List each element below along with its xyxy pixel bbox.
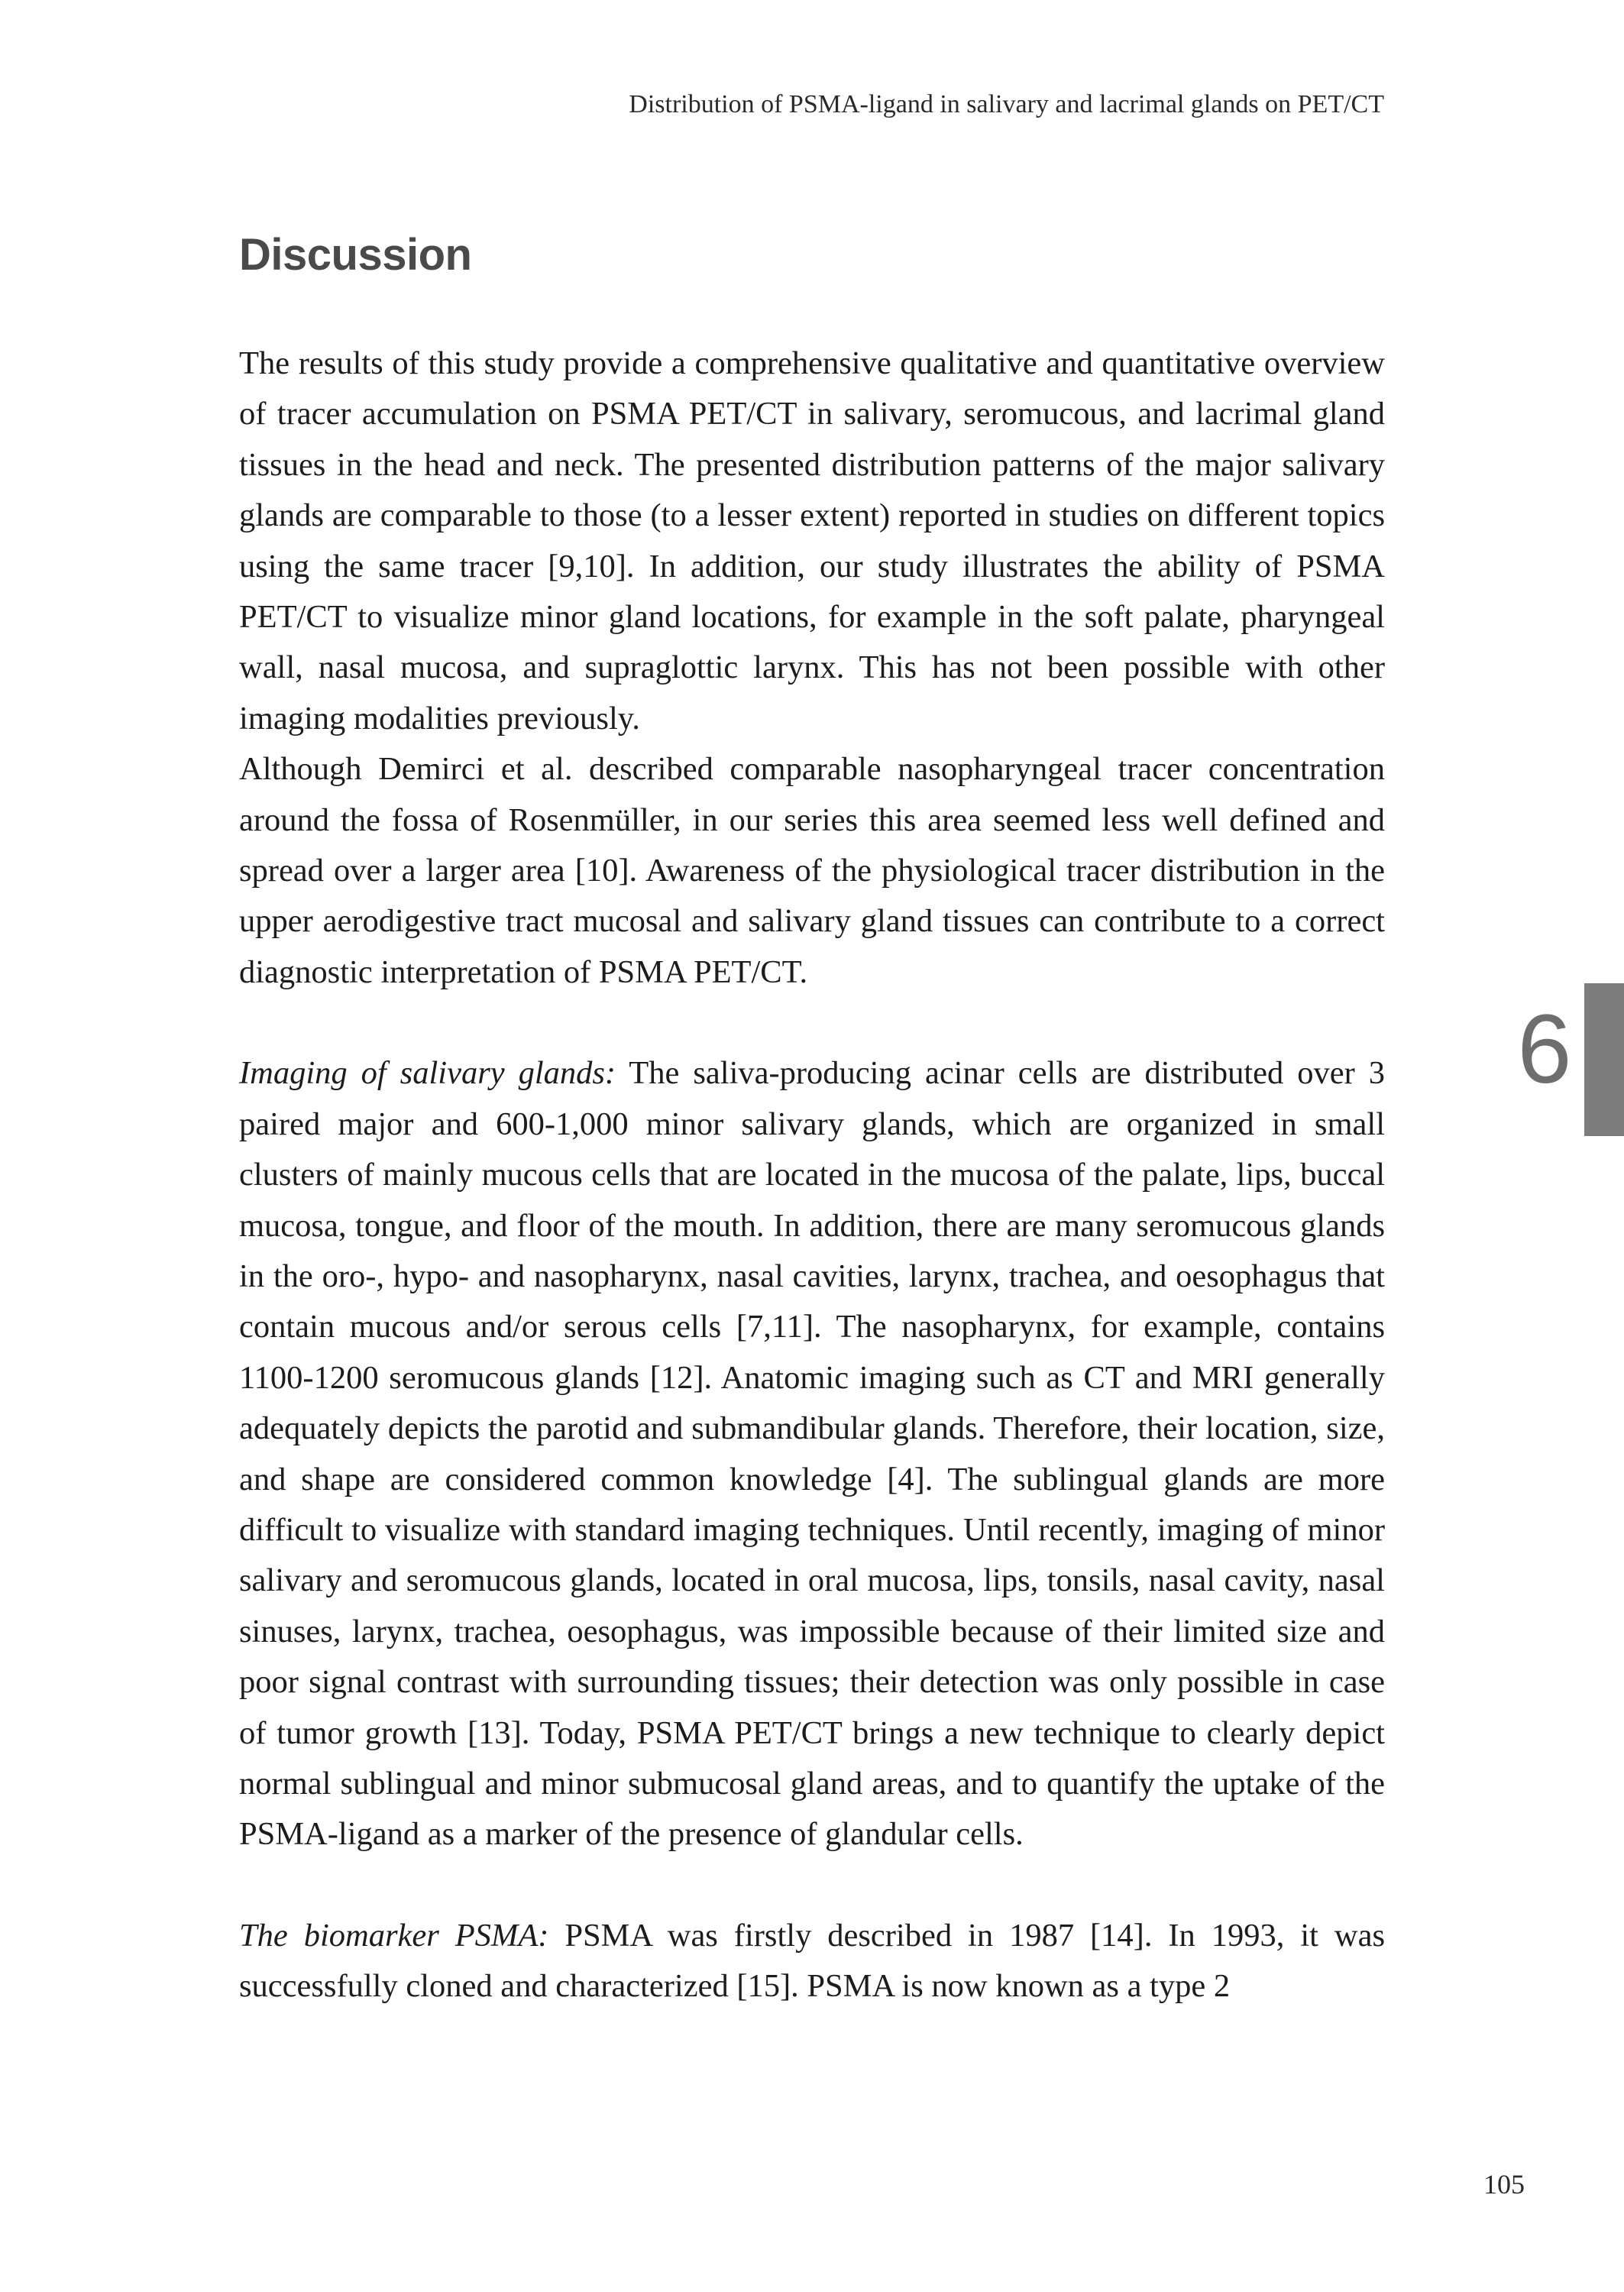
running-header: Distribution of PSMA-ligand in salivary and lacrimal glands on PET/CT: [629, 90, 1384, 118]
chapter-number: 6: [1517, 995, 1572, 1104]
paragraph-demirci: Although Demirci et al. described comparable nasopharyngeal tracer concentration around the fossa of Rosenmüller, in our series this area seemed less well defined and spread over a larger area [10]. Awareness of the physiological tracer distribution in the upper aerodigestive tract mucosal and salivary gland tissues can contribute to a correct diagnostic interpretation of PSMA PET/CT.: [239, 751, 1385, 990]
paragraph-lead-biomarker: The biomarker PSMA:: [239, 1917, 549, 1954]
page-number: 105: [1483, 2169, 1525, 2200]
paragraph-results: The results of this study provide a comprehensive qualitative and quantitative overview of tracer accumulation on PSMA PET/CT in salivary, seromucous, and lacrimal gland tissues in the head and neck. The presented distribution patterns of the major salivary glands are comparable to those (to a lesser extent) reported in studies on different topics using the same tracer [9,10]. In addition, our study illustrates the ability of PSMA PET/CT to visualize minor gland locations, for example in the soft palate, pharyngeal wall, nasal mucosa, and supraglottic larynx. This has not been possible with other imaging modalities previously.: [239, 345, 1385, 736]
section-heading: Discussion: [239, 230, 472, 280]
chapter-tab: [1584, 983, 1624, 1136]
paragraph-body-biomarker: PSMA was firstly described in 1987 [14]. In 1993, it was successfully cloned and characterized [15]. PSMA is now known as a type 2: [239, 1917, 1385, 2005]
paragraph-body-imaging: The saliva-producing acinar cells are distributed over 3 paired major and 600-1,000 minor salivary glands, which are organized in small clusters of mainly mucous cells that are located in the mucosa of the palate, lips, buccal mucosa, tongue, and floor of the mouth. In addition, there are many seromucous glands in the oro-, hypo- and nasopharynx, nasal cavities, larynx, trachea, and oesophagus that contain mucous and/or serous cells [7,11]. The nasopharynx, for example, contains 1100-1200 seromucous glands [12]. Anatomic imaging such as CT and MRI generally adequately depicts the parotid and submandibular glands. Therefore, their location, size, and shape are considered common knowledge [4]. The sublingual glands are more difficult to visualize with standard imaging techniques. Until recently, imaging of minor salivary and seromucous glands, located in oral mucosa, lips, tonsils, nasal cavity, nasal sinuses, larynx, trachea, oesophagus, was impossible because of their limited size and poor signal contrast with surrounding tissues; their detection was only possible in case of tumor growth [13]. Today, PSMA PET/CT brings a new technique to clearly depict normal sublingual and minor submucosal gland areas, and to quantify the uptake of the PSMA-ligand as a marker of the presence of glandular cells.: [239, 1055, 1385, 1853]
body-text: [239, 338, 1385, 2012]
paragraph-lead-imaging: Imaging of salivary glands:: [239, 1055, 616, 1092]
paragraph-imaging-salivary-glands: [239, 1048, 1385, 1860]
paragraph-biomarker-psma: [239, 1911, 1385, 2012]
